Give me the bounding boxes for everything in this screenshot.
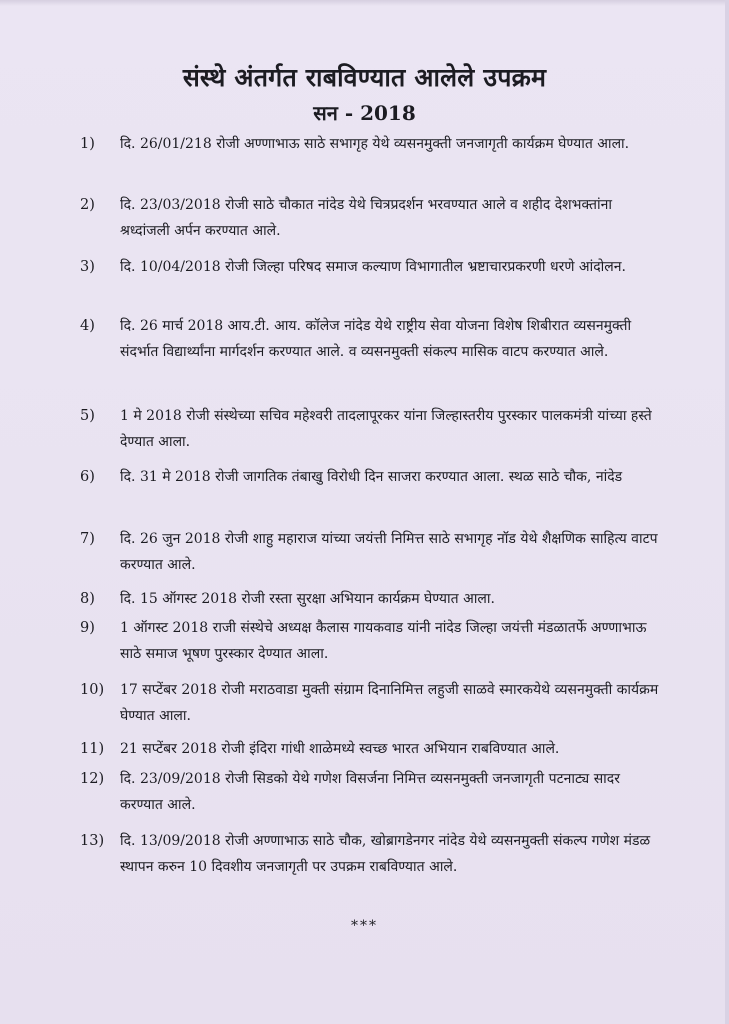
item-number: 1)	[80, 136, 95, 152]
item-text: 1 ऑगस्ट 2018 राजी संस्थेचे अध्यक्ष कैलास गायकवाड यांनी नांदेड जिल्हा जयंत्ती मंडळातर्फे अण्णाभाऊ साठे समाज भूषण पुरस्कार देण्यात आला.	[120, 620, 647, 662]
item-text: दि. 26 जुन 2018 रोजी शाहु महाराज यांच्या जयंत्ती निमित्त साठे सभागृह नॉड येथे शैक्षणिक साहित्य वाटप करण्यात आले.	[120, 531, 658, 573]
item-number: 8)	[80, 591, 95, 607]
item-text: 17 सप्टेंबर 2018 रोजी मराठवाडा मुक्ती संग्राम दिनानिमित्त लहुजी साळवे स्मारकयेथे व्यसनमुक्ती कार्यक्रम घेण्यात आला.	[120, 682, 659, 724]
item-text: दि. 23/09/2018 रोजी सिडको येथे गणेश विसर्जना निमित्त व्यसनमुक्ती जनजागृती पटनाट्य सादर करण्यात आले.	[120, 771, 620, 813]
item-number: 4)	[80, 318, 95, 334]
item-number: 11)	[80, 741, 105, 757]
item-number: 3)	[80, 259, 95, 275]
document-subtitle: सन - 2018	[313, 101, 416, 125]
end-mark: ***	[351, 918, 378, 934]
item-text: दि. 26 मार्च 2018 आय.टी. आय. कॉलेज नांदेड येथे राष्ट्रीय सेवा योजना विशेष शिबीरात व्यसनमुक्ती संदर्भात विद्यार्थ्यांना मार्गदर्शन करण्यात आले. व व्यसनमुक्ती संकल्प मासिक वाटप करण्यात आले.	[120, 318, 632, 360]
item-number: 9)	[80, 620, 95, 636]
item-number: 5)	[80, 408, 95, 424]
item-number: 6)	[80, 469, 95, 485]
item-text: 21 सप्टेंबर 2018 रोजी इंदिरा गांधी शाळेमध्ये स्वच्छ भारत अभियान राबविण्यात आले.	[120, 741, 560, 757]
document-title: संस्थे अंतर्गत राबविण्यात आलेले उपक्रम	[182, 63, 547, 92]
item-number: 2)	[80, 197, 95, 213]
item-number: 10)	[80, 682, 105, 698]
item-number: 12)	[80, 771, 105, 787]
item-text: 1 मे 2018 रोजी संस्थेच्या सचिव महेश्वरी तादलापूरकर यांना जिल्हास्तरीय पुरस्कार पालकमंत्री यांच्या हस्ते देण्यात आला.	[120, 408, 652, 450]
item-number: 7)	[80, 531, 95, 547]
item-text: दि. 31 मे 2018 रोजी जागतिक तंबाखु विरोधी दिन साजरा करण्यात आला. स्थळ साठे चौक, नांदेड	[120, 469, 623, 485]
item-text: दि. 13/09/2018 रोजी अण्णाभाऊ साठे चौक, खोब्रागडेनगर नांदेड येथे व्यसनमुक्ती संकल्प गणेश मंडळ स्थापन करुन 10 दिवशीय जनजागृती पर उपक्रम राबविण्यात आले.	[120, 833, 651, 875]
item-text: दि. 26/01/218 रोजी अण्णाभाऊ साठे सभागृह येथे व्यसनमुक्ती जनजागृती कार्यक्रम घेण्यात आला.	[120, 136, 630, 152]
item-text: दि. 15 ऑगस्ट 2018 रोजी रस्ता सुरक्षा अभियान कार्यक्रम घेण्यात आला.	[120, 591, 495, 607]
item-text: दि. 23/03/2018 रोजी साठे चौकात नांदेड येथे चित्रप्रदर्शन भरवण्यात आले व शहीद देशभक्तांना श्रध्दांजली अर्पन करण्यात आले.	[120, 197, 613, 239]
item-text: दि. 10/04/2018 रोजी जिल्हा परिषद समाज कल्याण विभागातील भ्रष्टाचारप्रकरणी धरणे आंदोलन.	[120, 259, 626, 275]
item-number: 13)	[80, 833, 105, 849]
